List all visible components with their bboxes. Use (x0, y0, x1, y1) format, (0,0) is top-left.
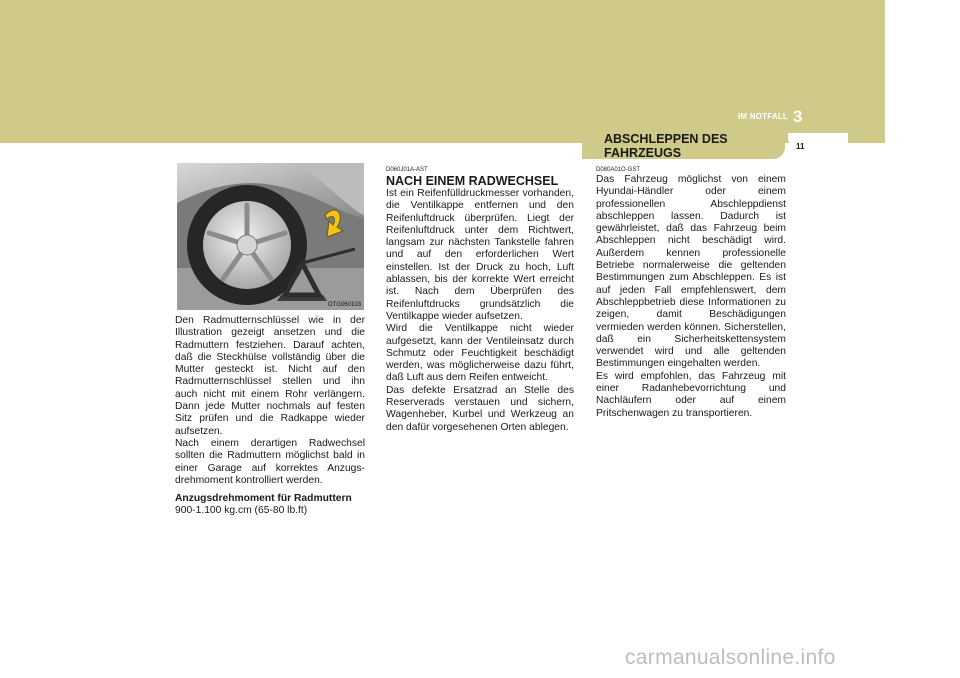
paragraph: Wird die Ventilkappe nicht wieder aufgesetzt, kann der Ventileinsatz durch Schmutz oder Feuchtigkeit beschädigt werden, was möglicherweise dazu führt, daß Luft aus dem Reifen entweicht. (386, 323, 574, 384)
paragraph: Das defekte Ersatzrad an Stelle des Reserverads verstauen und sichern, Wagenheber, Kurbel und Werkzeug an den dafür vorgesehenen Orten ablegen. (386, 384, 574, 433)
paragraph: Den Radmutternschlüssel wie in der Illustration gezeigt ansetzen und die Radmuttern festziehen. Darauf achten, daß die Steckhülse vollständig über die Mutter gesteckt ist. Nicht auf den Radmutternschlüssel stellen und ihn auch nicht mit einem Rohr verlängern. Dann jede Mutter nochmals auf festen Sitz prüfen und die Radkappe wieder aufsetzen. (175, 315, 365, 437)
torque-value: 900-1.100 kg.cm (65-80 lb.ft) (175, 505, 308, 517)
paragraph: Ist ein Reifenfülldruckmesser vorhanden, die Ventilkappe entfernen und den Reifenluftdruck überprüfen. Liegt der Reifenluftdruck unter dem Richtwert, langsam zur nächsten Tankstelle fahren und auf den erforderlichen Wert einstellen. Ist der Druck zu hoch, Luft ablassen, bis der korrekte Wert erreicht ist. Nach dem Überprüfen des Reifenluftdrucks grundsätzlich die Ventilkappe wieder aufsetzen. (386, 188, 574, 322)
tire-wheel-illustration (177, 163, 364, 310)
page-number: 11 (796, 142, 805, 151)
paragraph: Das Fahrzeug möglichst von einem Hyundai-Händler oder einem professionellen Abschleppdienst abschleppen lassen. Dadurch ist gewährleistet, daß das Fahrzeug beim Abschleppen nicht beschädigt wird. Außerdem kennen professionelle Betriebe normalerweise die geltenden Bestimmungen zum Abschleppen. Es ist auf jeden Fall empfehlenswert, dem Abschleppbetrieb diese Informationen zu zeigen, damit Beschädigungen vermieden werden können. Sicherstellen, daß ein Sicherheitskettensystem verwendet wird und alle geltenden Bestimmungen eingehalten werden. (596, 174, 786, 370)
section-heading: NACH EINEM RADWECHSEL (386, 174, 559, 188)
header-band (0, 0, 885, 143)
column-right (596, 166, 786, 420)
column-middle (386, 166, 574, 434)
chapter-number: 3 (793, 107, 803, 126)
torque-heading: Anzugsdrehmoment für Radmuttern (175, 493, 352, 505)
figure-code: OTG060103 (327, 302, 361, 308)
column-left (175, 315, 365, 518)
section-code: D080A01O-GST (596, 167, 641, 173)
section-code: D060J01A-AST (386, 167, 428, 173)
section-title: ABSCHLEPPEN DES FAHRZEUGS (604, 132, 728, 160)
wheel-photo (177, 163, 364, 310)
paragraph: Es wird empfohlen, das Fahrzeug mit einer Radanhebevorrichtung und Nachläufern oder auf einem Pritschenwagen zu transportieren. (596, 370, 786, 419)
paragraph: Nach einem derartigen Radwechsel sollten die Radmuttern möglichst bald in einer Garage auf korrektes Anzugs-drehmoment kontrolliert werden. (175, 437, 365, 486)
watermark: carmanualsonline.info (625, 646, 836, 669)
chapter-label: IM NOTFALL (738, 112, 788, 121)
